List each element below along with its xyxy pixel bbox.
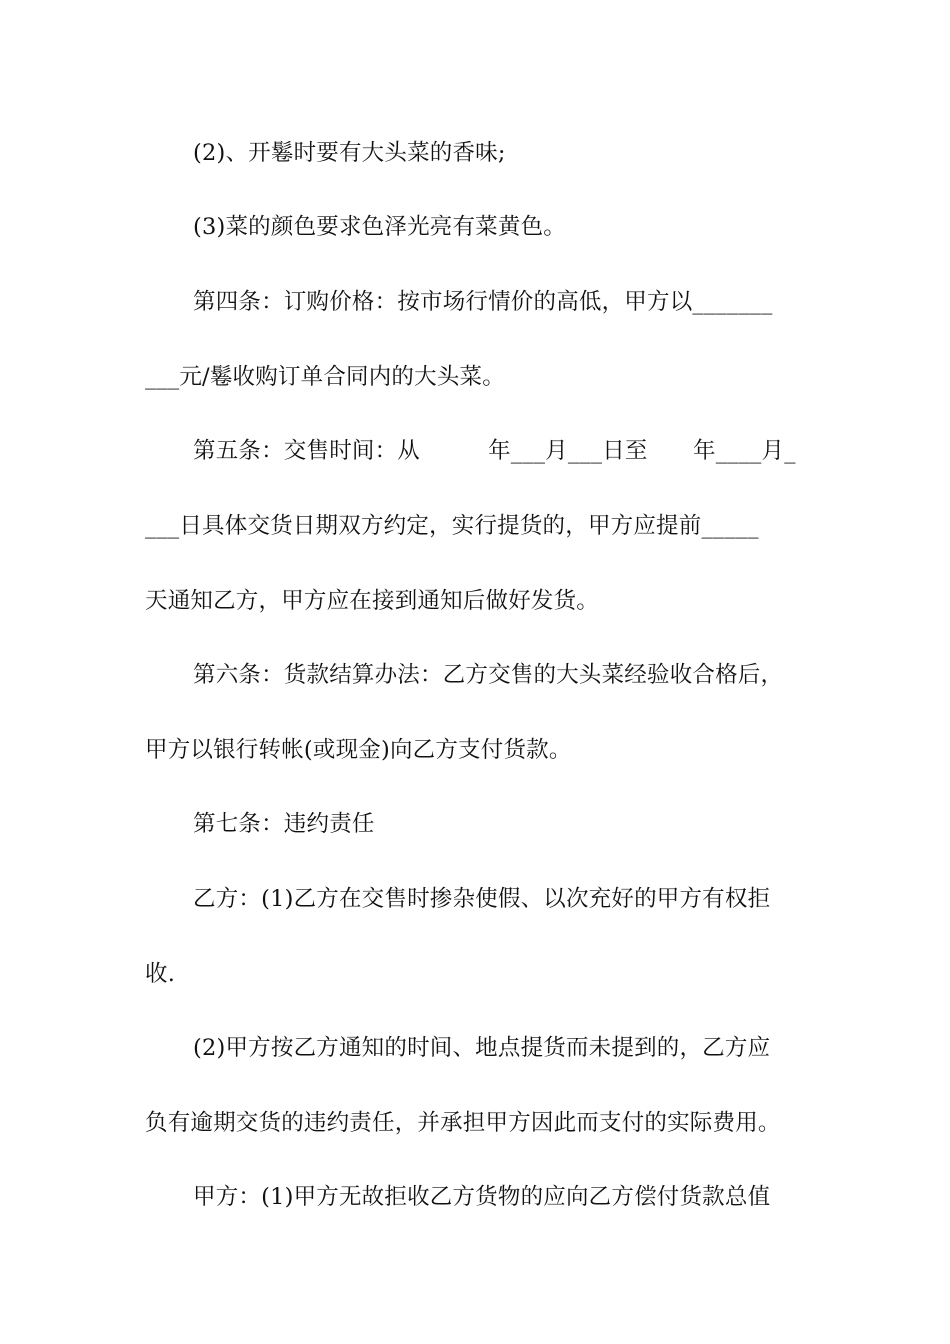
- clause-7-heading: 第七条：违约责任: [193, 811, 375, 837]
- party-b-item-2-line-2: 负有逾期交货的违约责任，并承担甲方因此而支付的实际费用。: [145, 1110, 781, 1136]
- clause-5-line-3: 天通知乙方，甲方应在接到通知后做好发货。: [145, 588, 600, 614]
- clause-line-1: (2)、开鬈时要有大头菜的香味;: [193, 140, 506, 166]
- party-a-line-1: 甲方：(1)甲方无故拒收乙方货物的应向乙方偿付货款总值: [193, 1184, 771, 1210]
- clause-6-line-1: 第六条：货款结算办法：乙方交售的大头菜经验收合格后，: [193, 662, 784, 688]
- clause-line-2: (3)菜的颜色要求色泽光亮有菜黄色。: [193, 214, 566, 240]
- clause-5-line-1: 第五条：交售时间：从 年___月___日至 年____月_: [193, 438, 796, 464]
- party-b-line-2: 收.: [145, 961, 176, 987]
- clause-4-line-1: 第四条：订购价格：按市场行情价的高低，甲方以_______: [193, 289, 773, 315]
- clause-4-line-2: ___元/鬈收购订单合同内的大头菜。: [145, 364, 505, 390]
- clause-6-line-2: 甲方以银行转帐(或现金)向乙方支付货款。: [145, 737, 572, 763]
- party-b-line-1: 乙方：(1)乙方在交售时掺杂使假、以次充好的甲方有权拒: [193, 886, 771, 912]
- clause-5-line-2: ___日具体交货日期双方约定，实行提货的，甲方应提前_____: [145, 513, 759, 539]
- party-b-item-2-line-1: (2)甲方按乙方通知的时间、地点提货而未提到的，乙方应: [193, 1035, 771, 1061]
